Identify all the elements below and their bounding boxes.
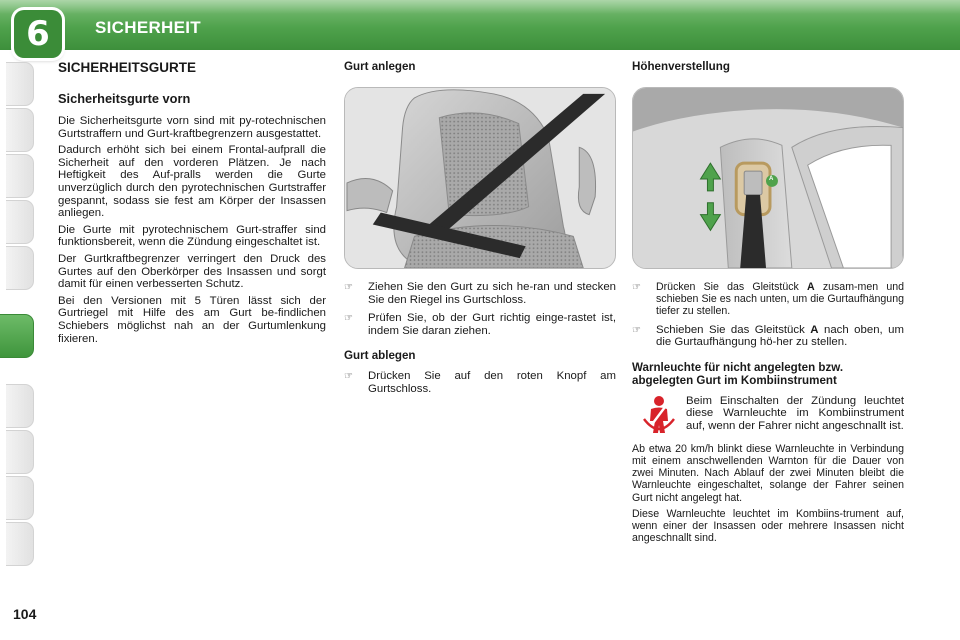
seat-belt-illustration — [344, 87, 616, 269]
list-item: ☞ Schieben Sie das Gleitstück A nach oben, um die Gurtaufhängung hö-her zu stellen. — [632, 323, 904, 349]
figure-marker-a: A — [769, 176, 774, 182]
right-column — [632, 60, 904, 548]
paragraph: Dadurch erhöht sich bei einem Frontal-aufprall die Sicherheit auf den vorderen Plätzen. Je nach Heftigkeit des Auf-pralls werden die Gurte unverzüglich durch den pyrotechnischen Gurtstraffer gespannt, sodass sie fest am Körper der Insassen anliegen. — [58, 144, 326, 220]
chapter-tab-4[interactable] — [6, 200, 34, 244]
paragraph: Diese Warnleuchte leuchtet im Kombiins-trument auf, wenn einer der Insassen oder mehrere Insassen nicht angeschnallt sind. — [632, 507, 904, 545]
chapter-tab-7[interactable] — [6, 384, 34, 428]
unfasten-steps — [344, 370, 616, 395]
chapter-tab-5[interactable] — [6, 246, 34, 290]
seat-belt-drawing — [345, 88, 615, 268]
fasten-belt-title: Gurt anlegen — [344, 60, 416, 73]
pointing-finger-icon: ☞ — [632, 324, 641, 336]
height-adjust-illustration — [632, 87, 904, 269]
fasten-steps — [344, 281, 616, 337]
unfasten-belt-title: Gurt ablegen — [344, 349, 416, 363]
pointing-finger-icon: ☞ — [344, 313, 353, 325]
chapter-title: SICHERHEIT — [95, 18, 201, 37]
paragraph: Der Gurtkraftbegrenzer verringert den Druck des Gurtes auf den Oberkörper des Insassen und sorgt damit für einen verbesserten Schutz. — [58, 252, 326, 291]
chapter-tab-3[interactable] — [6, 154, 34, 198]
chapter-header — [0, 0, 960, 54]
chapter-number: 6 — [26, 14, 50, 54]
b-pillar-drawing — [633, 88, 903, 268]
middle-column — [344, 60, 616, 408]
height-adjust-steps — [632, 281, 904, 349]
page-number: 104 — [13, 606, 37, 622]
warning-intro-row — [632, 395, 904, 437]
chapter-tab-8[interactable] — [6, 430, 34, 474]
list-item: ☞ Ziehen Sie den Gurt zu sich he-ran und stecken Sie den Riegel ins Gurtschloss. — [344, 281, 616, 306]
chapter-tab-1[interactable] — [6, 62, 34, 106]
chapter-tab-10[interactable] — [6, 522, 34, 566]
header-shine — [0, 0, 960, 14]
subsection-title: Sicherheitsgurte vorn — [58, 91, 191, 106]
chapter-tab-strip — [0, 62, 34, 578]
warning-intro-text: Beim Einschalten der Zündung leuchtet diese Warnleuchte im Kombiinstrument auf, wenn der Fahrer nicht angeschnallt ist. — [686, 394, 904, 432]
paragraph: Die Sicherheitsgurte vorn sind mit py-rotechnischen Gurtstraffern und Gurt-kraftbegrenzern ausgestattet. — [58, 115, 326, 140]
seatbelt-warning-icon — [641, 395, 677, 437]
left-column — [58, 60, 326, 349]
paragraph: Die Gurte mit pyrotechnischem Gurt-straffer sind funktionsbereit, wenn die Zündung eingeschaltet ist. — [58, 223, 326, 249]
pointing-finger-icon: ☞ — [344, 282, 353, 293]
section-title: SICHERHEITSGURTE — [58, 60, 197, 75]
pointing-finger-icon: ☞ — [344, 371, 353, 383]
list-item: ☞ Prüfen Sie, ob der Gurt richtig einge-rastet ist, indem Sie daran ziehen. — [344, 312, 616, 337]
chapter-tab-6-active[interactable] — [0, 314, 34, 358]
height-adjust-title: Höhenverstellung — [632, 60, 730, 73]
list-item: ☞ Drücken Sie das Gleitstück A zusam-men und schieben Sie es nach unten, um die Gurtaufhängung tiefer zu stellen. — [632, 281, 904, 318]
chapter-tab-9[interactable] — [6, 476, 34, 520]
warning-lamp-title: Warnleuchte für nicht angelegten bzw. abgelegten Gurt im Kombiinstrument — [632, 360, 844, 387]
paragraph: Bei den Versionen mit 5 Türen lässt sich der Gurtriegel mit Hilfe des am Gurt be-findlichen Schiebers möglichst nah an der Gurtumlenkung fixieren. — [58, 294, 326, 345]
paragraph: Ab etwa 20 km/h blinkt diese Warnleuchte in Verbindung mit einem anschwellenden Warnton für die Dauer von zwei Minuten. Nach Ablauf der zwei Minuten bleibt die Warnleuchte eingeschaltet, solange der Fahrer seinen Gurt nicht angelegt hat. — [632, 442, 904, 504]
chapter-badge — [14, 10, 62, 58]
chapter-tab-2[interactable] — [6, 108, 34, 152]
list-item: ☞ Drücken Sie auf den roten Knopf am Gurtschloss. — [344, 370, 616, 395]
pointing-finger-icon: ☞ — [632, 282, 641, 293]
